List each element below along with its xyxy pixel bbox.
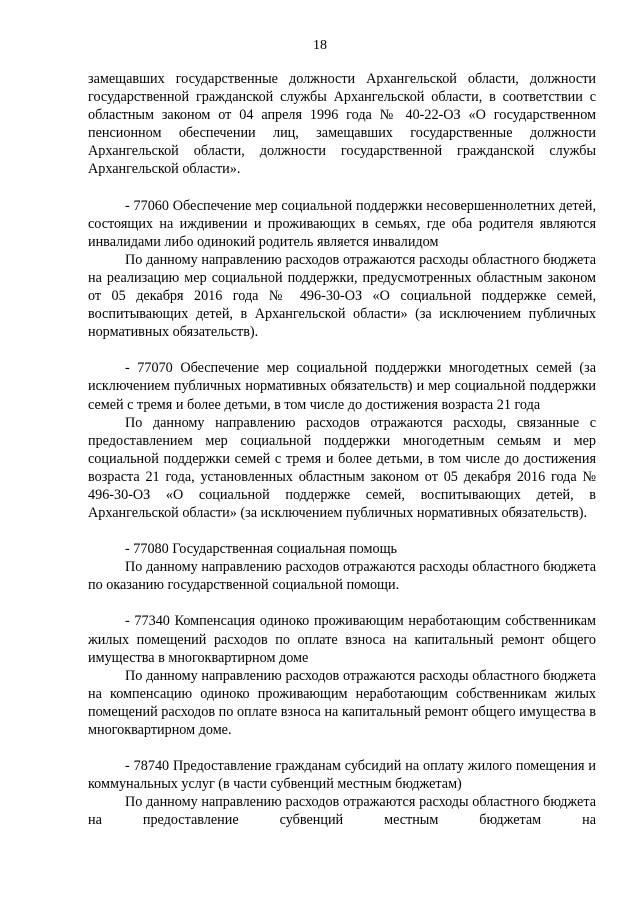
item-78740-description: По данному направлению расходов отражаются расходы областного бюджета на предоставление субвенций местным бюджетам на bbox=[88, 794, 596, 829]
item-77080-heading: - 77080 Государственная социальная помощь bbox=[125, 541, 397, 558]
item-77340-heading: - 77340 Компенсация одиноко проживающим неработающим собственникам жилых помещений расходов по оплате взноса на капитальный ремонт общего имущества в многоквартирном доме bbox=[88, 613, 596, 666]
item-77060-description: По данному направлению расходов отражаются расходы областного бюджета на реализацию мер социальной поддержки, предусмотренных областным законом от 05 декабря 2016 года № 496-30-ОЗ «О социальной поддержке семей, воспитывающих детей, в Архангельской области» (за исключением публичных нормативных обязательств). bbox=[88, 251, 596, 341]
item-77340-description: По данному направлению расходов отражаются расходы областного бюджета на компенсацию одиноко проживающим неработающим собственникам жилых помещений расходов по оплате взноса на капитальный ремонт общего имущества в многоквартирном доме. bbox=[88, 667, 596, 738]
item-77060-heading: - 77060 Обеспечение мер социальной поддержки несовершеннолетних детей, состоящих на иждивении и проживающих в семьях, где оба родителя являются инвалидами либо одинокий родитель является инвалидом bbox=[88, 197, 596, 250]
item-77080-description: По данному направлению расходов отражаются расходы областного бюджета по оказанию государственной социальной помощи. bbox=[88, 559, 596, 594]
document-body bbox=[88, 70, 596, 829]
item-78740-heading: - 78740 Предоставление гражданам субсидий на оплату жилого помещения и коммунальных услуг (в части субвенций местным бюджетам) bbox=[88, 758, 596, 793]
item-77070-description: По данному направлению расходов отражаются расходы, связанные с предоставлением мер социальной поддержки многодетным семьям и мер социальной поддержки семей с тремя и более детьми, в том числе до достижения возраста 21 года, установленных областным законом от 05 декабря 2016 года № 496-30-ОЗ «О социальной поддержке семей, воспитывающих детей, в Архангельской области» (за исключением публичных нормативных обязательств). bbox=[88, 414, 596, 522]
page-number: 18 bbox=[313, 38, 327, 53]
item-77070-heading: - 77070 Обеспечение мер социальной поддержки многодетных семей (за исключением публичных нормативных обязательств) и мер социальной поддержки семей с тремя и более детьми, в том числе до достижения возраста 21 года bbox=[88, 360, 596, 413]
paragraph-pension-law: замещавших государственные должности Архангельской области, должности государственной гражданской службы Архангельской области, в соответствии с областным законом от 04 апреля 1996 года № 40-22-ОЗ «О государственном пенсионном обеспечении лиц, замещавших государственные должности Архангельской области, должности государственной гражданской службы Архангельской области». bbox=[88, 71, 596, 178]
